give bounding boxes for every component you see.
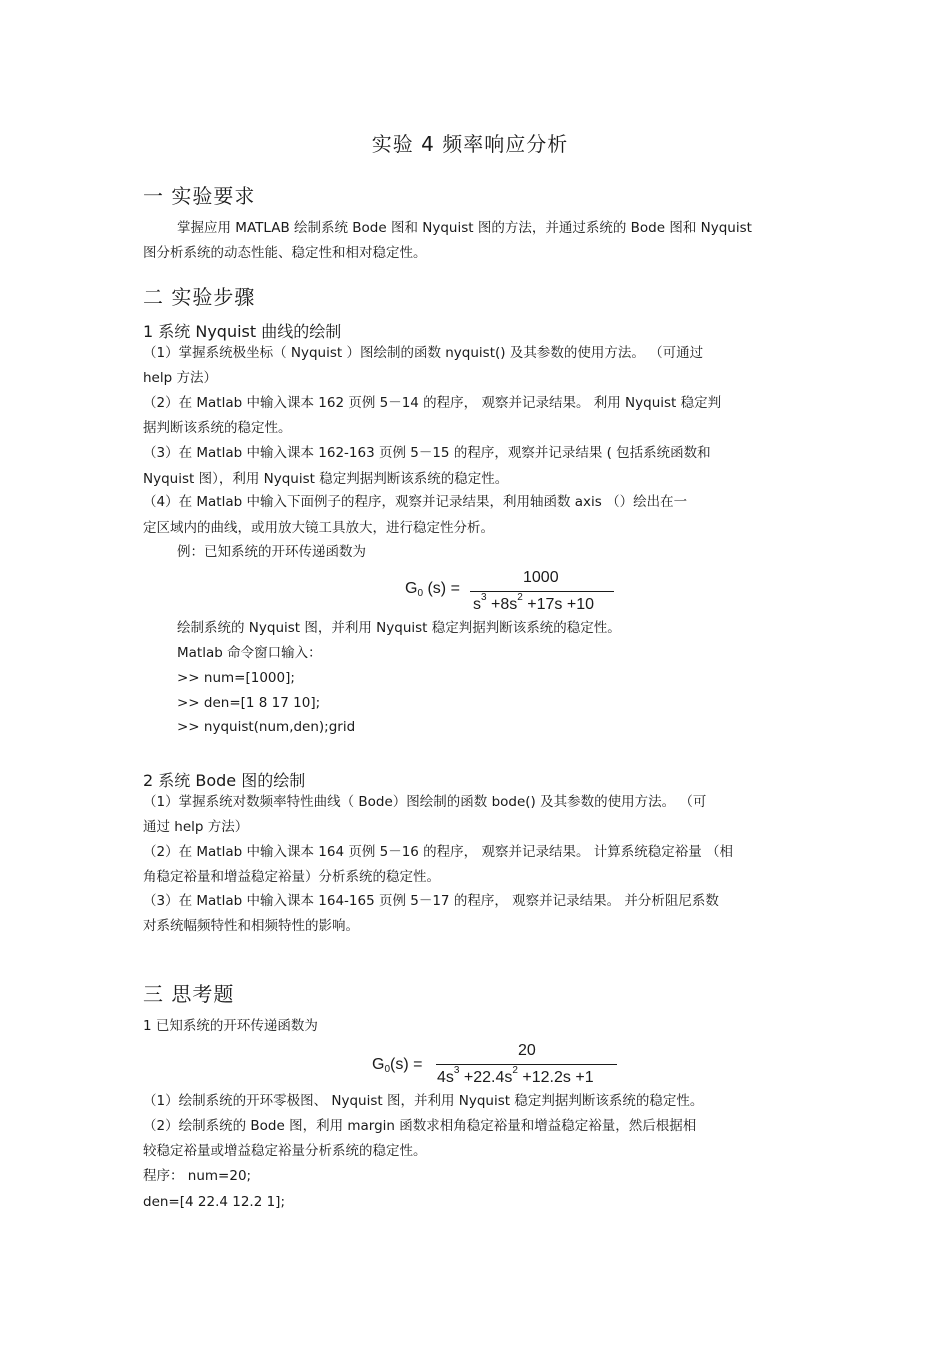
code-line: 程序： num=20;	[143, 1168, 252, 1184]
formula-numerator: 1000	[523, 569, 559, 586]
formula-lhs: G0(s) =	[372, 1056, 423, 1075]
subsection-heading-bode: 2 系统 Bode 图的绘制	[143, 771, 306, 790]
paragraph-line: 角稳定裕量和增益稳定裕量）分析系统的稳定性。	[143, 869, 440, 885]
paragraph-line: （1）掌握系统对数频率特性曲线（ Bode）图绘制的函数 bode() 及其参数的使用方法。 （可	[143, 794, 707, 810]
paragraph-line: 图分析系统的动态性能、稳定性和相对稳定性。	[143, 245, 427, 261]
section-heading-questions: 三 思考题	[143, 982, 235, 1006]
paragraph-line: （4）在 Matlab 中输入下面例子的程序，观察并记录结果，利用轴函数 axis （）绘出在一	[143, 494, 688, 510]
formula-numerator: 20	[518, 1042, 536, 1059]
paragraph-line: （3）在 Matlab 中输入课本 162-163 页例 5－15 的程序，观察并记录结果 ( 包括系统函数和	[143, 445, 711, 461]
question-line: 1 已知系统的开环传递函数为	[143, 1018, 318, 1034]
paragraph-line: （2）在 Matlab 中输入课本 164 页例 5－16 的程序， 观察并记录结果。 计算系统稳定裕量 （相	[143, 844, 734, 860]
paragraph-line: Matlab 命令窗口输入：	[177, 645, 322, 661]
paragraph-line: help 方法）	[143, 370, 217, 386]
fraction-bar	[436, 1064, 617, 1065]
paragraph-line: （1）绘制系统的开环零极图、 Nyquist 图，并利用 Nyquist 稳定判据判断该系统的稳定性。	[143, 1093, 704, 1109]
paragraph-line: Nyquist 图），利用 Nyquist 稳定判据判断该系统的稳定性。	[143, 471, 509, 487]
formula-lhs: G0 (s) =	[405, 580, 460, 599]
paragraph-line: （2）在 Matlab 中输入课本 162 页例 5－14 的程序， 观察并记录结果。 利用 Nyquist 稳定判	[143, 395, 722, 411]
paragraph-line: 对系统幅频特性和相频特性的影响。	[143, 918, 359, 934]
paragraph-line: （1）掌握系统极坐标（ Nyquist ）图绘制的函数 nyquist() 及其参数的使用方法。 （可通过	[143, 345, 704, 361]
paragraph-line: 掌握应用 MATLAB 绘制系统 Bode 图和 Nyquist 图的方法，并通过系统的 Bode 图和 Nyquist	[177, 220, 752, 236]
code-line: >> num=[1000];	[177, 670, 295, 686]
paragraph-line: 通过 help 方法）	[143, 819, 249, 835]
section-heading-requirements: 一 实验要求	[143, 184, 256, 208]
paragraph-line: 据判断该系统的稳定性。	[143, 420, 292, 436]
code-line: >> den=[1 8 17 10];	[177, 695, 321, 711]
page-title: 实验 4 频率响应分析	[371, 132, 569, 156]
fraction-bar	[470, 591, 614, 592]
code-line: den=[4 22.4 12.2 1];	[143, 1194, 285, 1210]
formula-denominator: $s^3 +8s^2 +17s +10$	[473, 592, 594, 613]
subsection-heading-nyquist: 1 系统 Nyquist 曲线的绘制	[143, 322, 342, 341]
section-heading-steps: 二 实验步骤	[143, 285, 256, 309]
example-intro: 例：已知系统的开环传递函数为	[177, 544, 366, 560]
paragraph-line: （2）绘制系统的 Bode 图，利用 margin 函数求相角稳定裕量和增益稳定裕量，然后根据相	[143, 1118, 697, 1134]
paragraph-line: 绘制系统的 Nyquist 图，并利用 Nyquist 稳定判据判断该系统的稳定性。	[177, 620, 621, 636]
formula-denominator: $4s^3 +22.4s^2 +12.2s +1$	[437, 1065, 594, 1086]
paragraph-line: 定区域内的曲线，或用放大镜工具放大，进行稳定性分析。	[143, 520, 494, 536]
paragraph-line: （3）在 Matlab 中输入课本 164-165 页例 5－17 的程序， 观察并记录结果。 并分析阻尼系数	[143, 893, 719, 909]
paragraph-line: 较稳定裕量或增益稳定裕量分析系统的稳定性。	[143, 1143, 427, 1159]
code-line: >> nyquist(num,den);grid	[177, 719, 356, 735]
